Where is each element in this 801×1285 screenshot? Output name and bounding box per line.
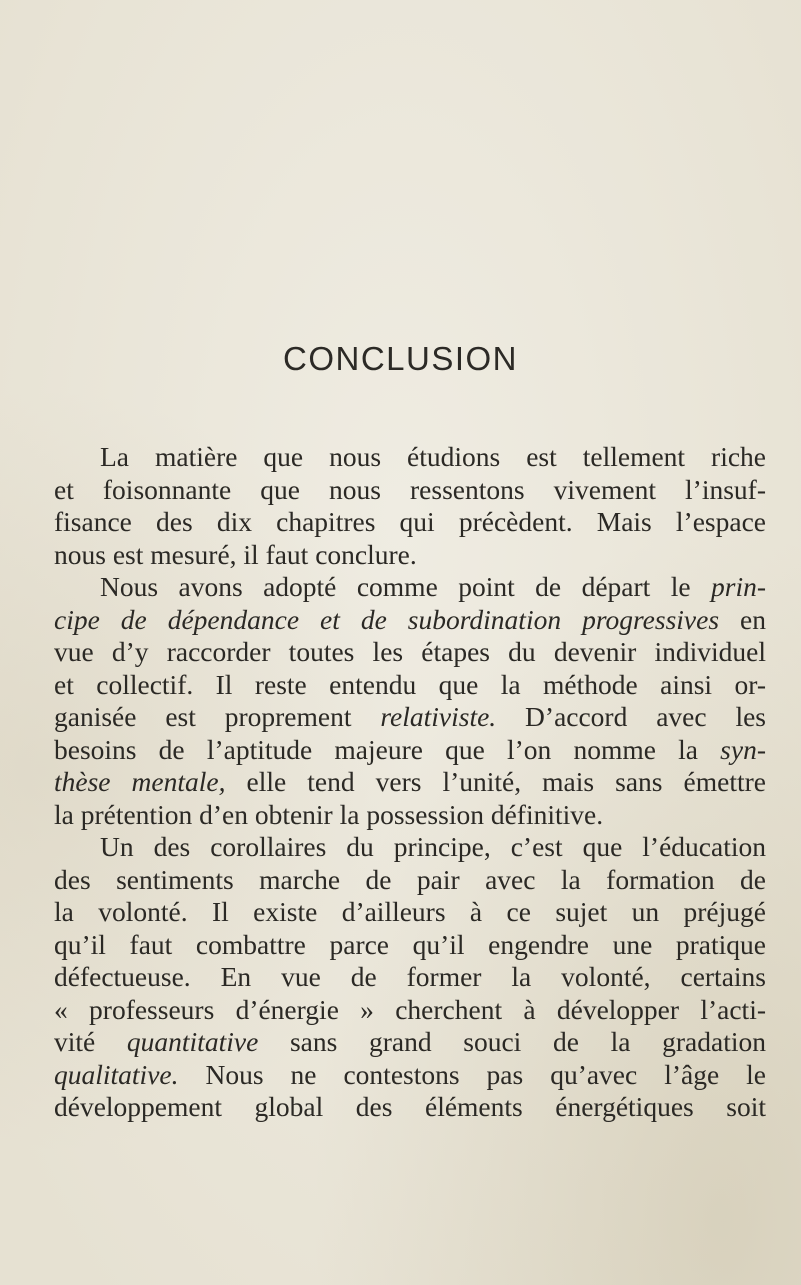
text-segment: et collectif. Il reste entendu que la méthode ainsi or-: [54, 668, 766, 700]
text-segment: qu’il faut combattre parce qu’il engendre une pratique: [54, 928, 766, 960]
text-line: [54, 994, 766, 1027]
text-segment: Nous ne contestons pas qu’avec l’âge le: [178, 1058, 766, 1090]
italic-text: cipe de dépendance et de subordination progressives: [54, 603, 720, 635]
text-segment: La matière que nous étudions est tellement riche: [100, 441, 766, 472]
text-segment: elle tend vers l’unité, mais sans émettre: [225, 766, 766, 797]
text-line: [54, 669, 766, 702]
text-line: [54, 571, 766, 604]
text-line: [54, 766, 766, 799]
text-segment: besoins de l’aptitude majeure que l’on nomme la: [54, 733, 721, 765]
text-line: [54, 799, 766, 832]
text-segment: développement global des éléments énergétiques soit: [54, 1091, 766, 1122]
text-segment: et foisonnante que nous ressentons vivement l’insuf-: [54, 473, 766, 505]
italic-text: syn-: [720, 733, 766, 765]
text-line: [54, 929, 766, 962]
text-segment: vité: [54, 1026, 127, 1057]
text-segment: défectueuse. En vue de former la volonté, certains: [54, 961, 766, 992]
text-line: [54, 896, 766, 929]
text-segment: Nous avons adopté comme point de départ le: [100, 571, 711, 602]
italic-text: thèse mentale,: [54, 766, 226, 797]
text-line: [54, 701, 766, 734]
text-segment: en: [719, 603, 766, 635]
body-text: [54, 441, 766, 1124]
italic-text: relativiste.: [380, 701, 497, 732]
text-line: [54, 864, 766, 897]
text-segment: vue d’y raccorder toutes les étapes du devenir individuel: [54, 636, 766, 667]
chapter-heading: CONCLUSION: [282, 340, 519, 377]
text-line: [54, 734, 766, 767]
text-line: [54, 506, 766, 539]
italic-text: prin-: [711, 571, 766, 602]
text-segment: Un des corollaires du principe, c’est que l’éducation: [100, 831, 766, 862]
text-line: [54, 636, 766, 669]
text-segment: sans grand souci de la gradation: [258, 1026, 766, 1057]
text-segment: fisance des dix chapitres qui précèdent. Mais l’espace: [54, 506, 766, 537]
text-line: [54, 831, 766, 864]
text-line: [54, 961, 766, 994]
italic-text: quantitative: [126, 1026, 259, 1057]
text-segment: ganisée est proprement: [54, 701, 381, 732]
italic-text: qualitative.: [54, 1058, 179, 1090]
text-line: [54, 1059, 766, 1092]
text-segment: des sentiments marche de pair avec la formation de: [54, 863, 766, 895]
text-line: [54, 474, 766, 507]
text-segment: nous est mesuré, il faut conclure.: [54, 538, 417, 570]
text-line: [54, 1091, 766, 1124]
text-line: [54, 539, 766, 572]
text-line: [54, 441, 766, 474]
text-segment: D’accord avec les: [496, 701, 766, 732]
text-segment: la volonté. Il existe d’ailleurs à ce sujet un préjugé: [54, 896, 766, 927]
text-segment: « professeurs d’énergie » cherchent à développer l’acti-: [54, 993, 766, 1025]
text-segment: la prétention d’en obtenir la possession définitive.: [54, 798, 604, 830]
text-line: [54, 604, 766, 637]
text-line: [54, 1026, 766, 1059]
